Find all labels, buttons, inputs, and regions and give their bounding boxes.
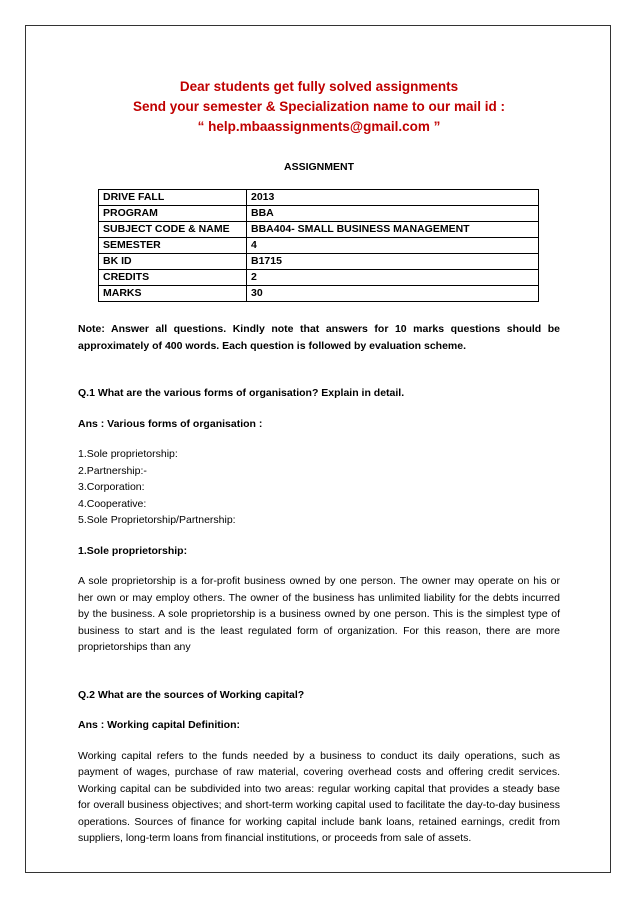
table-cell-label: SUBJECT CODE & NAME	[99, 222, 247, 238]
table-cell-label: DRIVE FALL	[99, 190, 247, 206]
table-cell-label: SEMESTER	[99, 238, 247, 254]
table-cell-value: BBA404- SMALL BUSINESS MANAGEMENT	[247, 222, 539, 238]
question-2: Q.2 What are the sources of Working capital?	[78, 688, 305, 701]
assignment-info-table	[98, 189, 539, 302]
section-subheading: 1.Sole proprietorship:	[78, 544, 188, 557]
promo-line-2: Send your semester & Specialization name to our mail id :	[132, 99, 506, 114]
table-cell-label: MARKS	[99, 286, 247, 302]
table-cell-value: 2013	[247, 190, 539, 206]
table-cell-value: 4	[247, 238, 539, 254]
answer-2-heading: Ans : Working capital Definition:	[78, 719, 240, 731]
question-1: Q.1 What are the various forms of organisation? Explain in detail.	[78, 387, 405, 399]
answer-1-paragraph: A sole proprietorship is a for-profit business owned by one person. The owner may operate on his or her own or may employ others. The owner of the business has unlimited liability for the debts incurred by the business. A sole proprietorship is a business owned by one person. This is the simplest type of business to start and is the least regulated form of organization. For this reason, there are more proprietorships than any	[78, 575, 560, 653]
document-body	[78, 321, 560, 847]
list-item: 2.Partnership:-	[78, 464, 147, 477]
table-row	[99, 190, 539, 206]
answer-2-paragraph: Working capital refers to the funds needed by a business to conduct its daily operations, such as payment of wages, purchase of raw material, covering overhead costs and offering credit services. Working capital can be subdivided into two areas: regular working capital that provides a steady base for overall business objectives; and short-term working capital used to facilitate the day-to-day business operations. Sources of finance for working capital include bank loans, retained earnings, credit from suppliers, long-term loans from financial institutions, or proceeds from sale of assets.	[78, 749, 560, 844]
promo-header	[0, 77, 638, 137]
table-row	[99, 286, 539, 302]
table-row	[99, 270, 539, 286]
table-cell-label: PROGRAM	[99, 206, 247, 222]
table-cell-label: CREDITS	[99, 270, 247, 286]
instructions-note: Note: Answer all questions. Kindly note that answers for 10 marks questions should be approximately of 400 words. Each question is followed by evaluation scheme.	[78, 323, 560, 352]
promo-email-line: “ help.mbaassignments@gmail.com ”	[197, 119, 441, 134]
promo-line-1: Dear students get fully solved assignments	[179, 79, 459, 94]
list-item: 3.Corporation:	[78, 481, 145, 493]
table-cell-value: 30	[247, 286, 539, 302]
list-item: 5.Sole Proprietorship/Partnership:	[78, 514, 236, 526]
organisation-forms-list	[78, 446, 560, 529]
assignment-title: ASSIGNMENT	[283, 161, 354, 173]
table-row	[99, 206, 539, 222]
table-row	[99, 238, 539, 254]
table-row	[99, 254, 539, 270]
table-cell-label: BK ID	[99, 254, 247, 270]
list-item: 1.Sole proprietorship:	[78, 448, 178, 460]
table-cell-value: B1715	[247, 254, 539, 270]
table-cell-value: 2	[247, 270, 539, 286]
table-row	[99, 222, 539, 238]
list-item: 4.Cooperative:	[78, 497, 147, 510]
table-cell-value: BBA	[247, 206, 539, 222]
answer-1-heading: Ans : Various forms of organisation :	[78, 417, 263, 430]
